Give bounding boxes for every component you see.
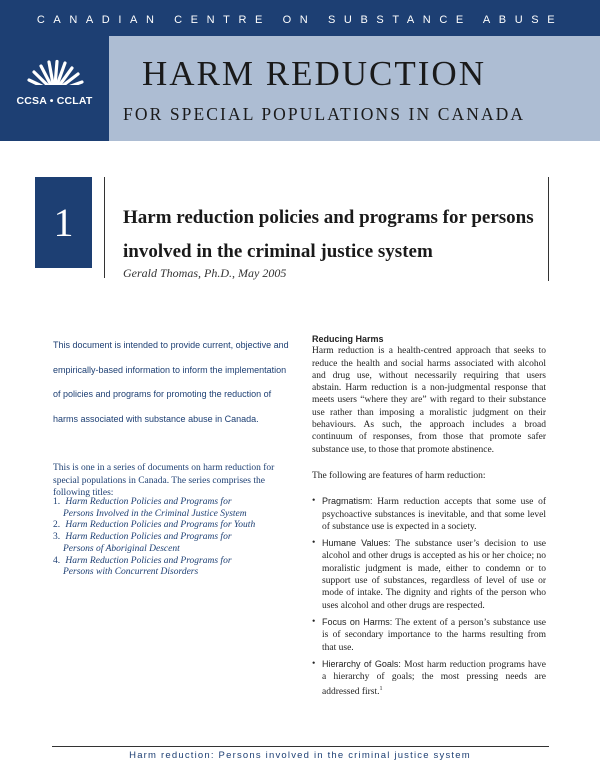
title-line: Persons with Concurrent Disorders (63, 567, 199, 578)
feature-text: Harm reduction accepts that some use of psychoactive substances is inevitable, and that some level of substance use is expected in a society. (322, 497, 546, 532)
document-number: 1 (35, 177, 92, 268)
org-name: CANADIAN CENTRE ON SUBSTANCE ABUSE (36, 14, 564, 26)
intro-text: This document is intended to provide current, objective and empirically-based information to inform the implementation of policies and programs for promoting the reduction of harms associated with substance abuse in Canada. (53, 340, 289, 424)
feature-item (312, 495, 546, 533)
feature-label: Pragmatism: (322, 496, 373, 507)
section-heading: Reducing Harms (312, 334, 384, 344)
footnote-marker[interactable]: 1 (379, 686, 383, 693)
title-band (109, 36, 600, 141)
series-title-item (53, 497, 298, 520)
bullet-icon: • (312, 658, 316, 669)
list-number: 3. (53, 532, 61, 543)
series-title-item (53, 520, 298, 532)
page-title: HARM REDUCTION (142, 54, 486, 93)
footer-text: Harm reduction: Persons involved in the criminal justice system (129, 750, 471, 761)
divider-right (548, 177, 549, 281)
bullet-icon: • (312, 496, 316, 507)
title-line: Harm Reduction Policies and Programs for Youth (65, 520, 256, 531)
feature-label: Hierarchy of Goals: (322, 658, 401, 669)
sunburst-logo-icon (12, 58, 97, 94)
feature-text: Most harm reduction programs have a hierarchy of goals; the most pressing needs are addressed first. (322, 659, 546, 698)
reducing-harms-section (312, 333, 546, 703)
footer-divider (52, 746, 549, 747)
feature-label: Focus on Harms: (322, 616, 393, 627)
series-title-item (53, 556, 298, 579)
features-list (312, 495, 546, 699)
bullet-icon: • (312, 616, 316, 627)
logo-text: CCSA • CCLAT (16, 95, 93, 107)
author-line: Gerald Thomas, Ph.D., May 2005 (123, 266, 287, 280)
feature-item (312, 616, 546, 654)
paragraph: The following are features of harm reduction: (312, 470, 486, 481)
bullet-icon: • (312, 538, 316, 549)
title-line: Harm Reduction Policies and Programs for (65, 532, 232, 543)
series-titles-list (53, 497, 298, 579)
ccsa-logo (0, 36, 109, 141)
document-heading: Harm reduction policies and programs for persons involved in the criminal justice system (123, 207, 534, 262)
feature-item (312, 658, 546, 699)
page-subtitle: FOR SPECIAL POPULATIONS IN CANADA (123, 104, 526, 124)
feature-item (312, 537, 546, 612)
series-intro: This is one in a series of documents on harm reduction for special populations in Canada. The series comprises the following titles: (53, 463, 275, 498)
feature-label: Humane Values: (322, 538, 391, 549)
list-number: 4. (53, 555, 61, 566)
series-title-item (53, 532, 298, 555)
feature-text: The extent of a person’s substance use is of secondary importance to the harms resulting from that use. (322, 617, 546, 653)
list-number: 1. (53, 497, 61, 507)
list-number: 2. (53, 520, 61, 531)
feature-text: The substance user’s decision to use alcohol and other drugs is accepted as his or her choice; no moralistic judgment is made, either to condemn or to support use of substances, regardless of level of use or mode of intake. The dignity and rights of the person who uses alcohol and other drugs are respected. (322, 539, 546, 611)
divider-left (104, 177, 105, 278)
title-line: Persons Involved in the Criminal Justice System (63, 508, 247, 519)
top-banner (0, 0, 600, 36)
paragraph: Harm reduction is a health-centred approach that seeks to reduce the health and social harms associated with alcohol and drug use, without necessarily requiring that users abstain. Harm reduction is a non-judgmental response that meets users “where they are” with regard to their substance use rather than imposing a moralistic judgment on their behaviours. As such, the approach includes a broad continuum of responses, from those that promote safer substance use, to those that promote abstinence. (312, 346, 546, 455)
title-line: Harm Reduction Policies and Programs for (65, 497, 232, 507)
title-line: Persons of Aboriginal Descent (63, 543, 180, 554)
title-line: Harm Reduction Policies and Programs for (65, 555, 232, 566)
